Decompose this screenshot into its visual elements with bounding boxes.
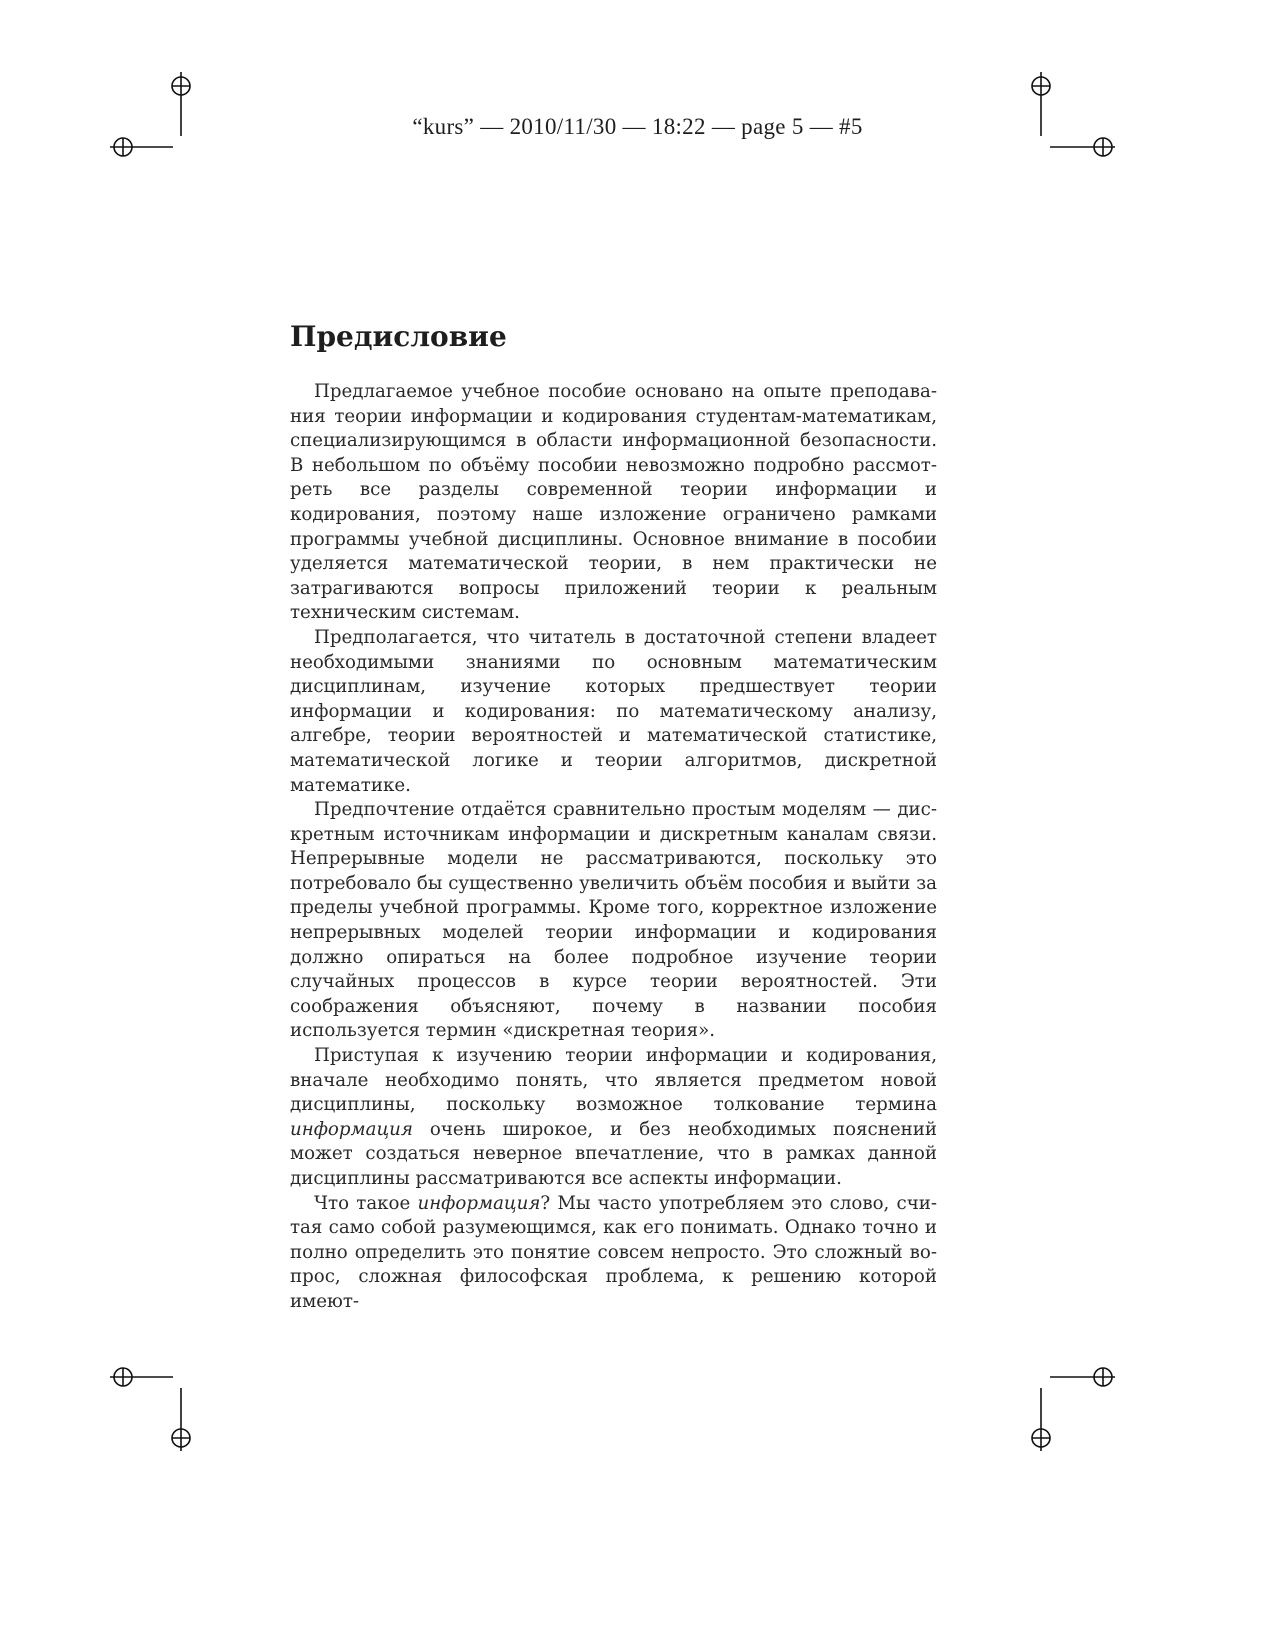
crop-mark-bottom-right [1025, 1361, 1125, 1461]
text-run: Предпочтение отдаётся сравнительно простым моделям — дискретным источникам информации и дискретным каналам связи. Непрерывные модели не рассматриваются, поскольку это потребовало бы существенно увеличить объём пособия и выйти за пределы учебной программы. Кроме того, корректное изложение непрерывных моделей теории информации и кодирования должно опираться на более подробное изучение теории случайных процессов в курсе теории вероятностей. Эти соображения объясняют, почему в названии пособия используется термин «дискретная теория». [290, 799, 937, 1042]
paragraph [290, 1044, 937, 1192]
paragraph [290, 798, 937, 1044]
text-run: Что такое [314, 1192, 418, 1214]
text-run: ? Мы часто употребляем это слово, считая само собой разумеющимся, как его понимать. Однако точно и полно определить это понятие совсем непросто. Это сложный вопрос, сложная философская проблема, к решению которой имеют- [290, 1192, 938, 1312]
paragraph [290, 1192, 937, 1315]
running-header: “kurs” — 2010/11/30 — 18:22 — page 5 — #5 [412, 114, 863, 139]
text-run: Предполагается, что читатель в достаточной степени владеет необходимыми знаниями по основным математическим дисциплинам, изучение которых предшествует теории информации и кодирования: по математическому анализу, алгебре, теории вероятностей и математической статистике, математической логике и теории алгоритмов, дискретной математике. [290, 626, 937, 796]
body-text [290, 380, 937, 1315]
chapter-title: Предисловие [290, 320, 507, 353]
text-run: Приступая к изучению теории информации и кодирования, вначале необходимо понять, что является предметом новой дисциплины, поскольку возможное толкование термина [290, 1045, 937, 1116]
text-run: Предлагаемое учебное пособие основано на опыте преподавания теории информации и кодирования студентам-математикам, специализирующимся в области информационной безопасности. В небольшом по объёму пособии невозможно подробно рассмотреть все разделы современной теории информации и кодирования, поэтому наше изложение ограничено рамками программы учебной дисциплины. Основное внимание в пособии уделяется математической теории, в нем практически не затрагиваются вопросы приложений теории к реальным техническим системам. [290, 381, 937, 624]
paragraph [290, 626, 937, 798]
crop-mark-bottom-left [110, 1361, 210, 1461]
emphasis-term: информация [290, 1118, 413, 1140]
emphasis-term: информация [417, 1192, 541, 1214]
text-run: очень широкое, и без необходимых пояснений может создаться неверное впечатление, что в рамках данной дисциплины рассматриваются все аспекты информации. [290, 1118, 937, 1189]
paragraph [290, 380, 937, 626]
